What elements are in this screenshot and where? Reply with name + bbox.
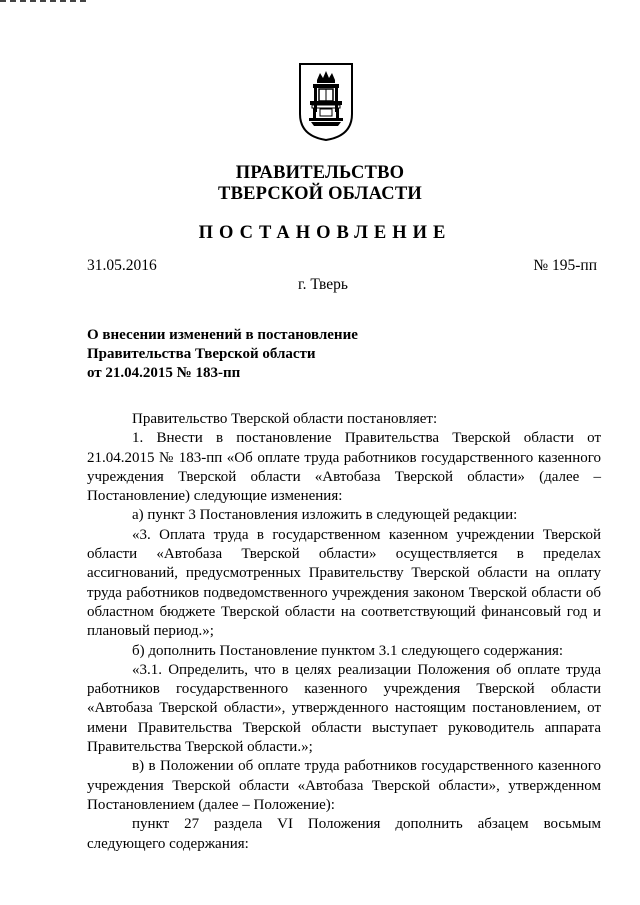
- government-name-line1: ПРАВИТЕЛЬСТВО: [235, 163, 405, 183]
- document-type-title: ПОСТАНОВЛЕНИЕ: [198, 223, 452, 243]
- document-number: № 195-пп: [533, 257, 597, 274]
- body-paragraph: Правительство Тверской области постановляет:: [132, 411, 438, 427]
- subject-line: от 21.04.2015 № 183-пп: [87, 365, 241, 381]
- document-date: 31.05.2016: [87, 257, 157, 274]
- document-subject: [87, 326, 467, 383]
- body-paragraph: «3.1. Определить, что в целях реализации Положения об оплате труда работников государственного казенного учреждения Тверской области «Автобаза Тверской области», утвержденного настоящим постановлением, от имени Правительства Тверской области выступает руководитель аппарата Правительства Тверской области.»;: [87, 661, 601, 756]
- coat-of-arms-icon: [298, 62, 354, 142]
- body-paragraph: б) дополнить Постановление пунктом 3.1 следующего содержания:: [132, 642, 564, 659]
- subject-line: О внесении изменений в постановление: [87, 327, 358, 343]
- subject-line: Правительства Тверской области: [87, 346, 316, 362]
- government-name-line2: ТВЕРСКОЙ ОБЛАСТИ: [218, 184, 422, 204]
- body-paragraph: в) в Положении об оплате труда работников государственного казенного учреждения Тверской области «Автобаза Тверской области», утвержденном Постановлением (далее – Положение):: [87, 758, 601, 813]
- body-paragraph: «3. Оплата труда в государственном казенном учреждении Тверской области «Автобаза Тверской области» осуществляется в пределах ассигнований, предусмотренных Правительству Тверской области на оплату труда работников подведомственного учреждения законом Тверской области об областном бюджете Тверской области на соответствующий финансовый год и плановый период.»;: [87, 526, 601, 640]
- scan-edge-mark: [0, 0, 86, 6]
- body-paragraph: пункт 27 раздела VI Положения дополнить абзацем восьмым следующего содержания:: [87, 816, 601, 852]
- document-city: г. Тверь: [298, 276, 348, 293]
- document-body: [87, 410, 601, 854]
- body-paragraph: а) пункт 3 Постановления изложить в следующей редакции:: [132, 507, 518, 524]
- body-paragraph: 1. Внести в постановление Правительства Тверской области от 21.04.2015 № 183-пп «Об оплате труда работников государственного казенного учреждения Тверской области «Автобаза Тверской области» (далее – Постановление) следующие изменения:: [87, 430, 601, 505]
